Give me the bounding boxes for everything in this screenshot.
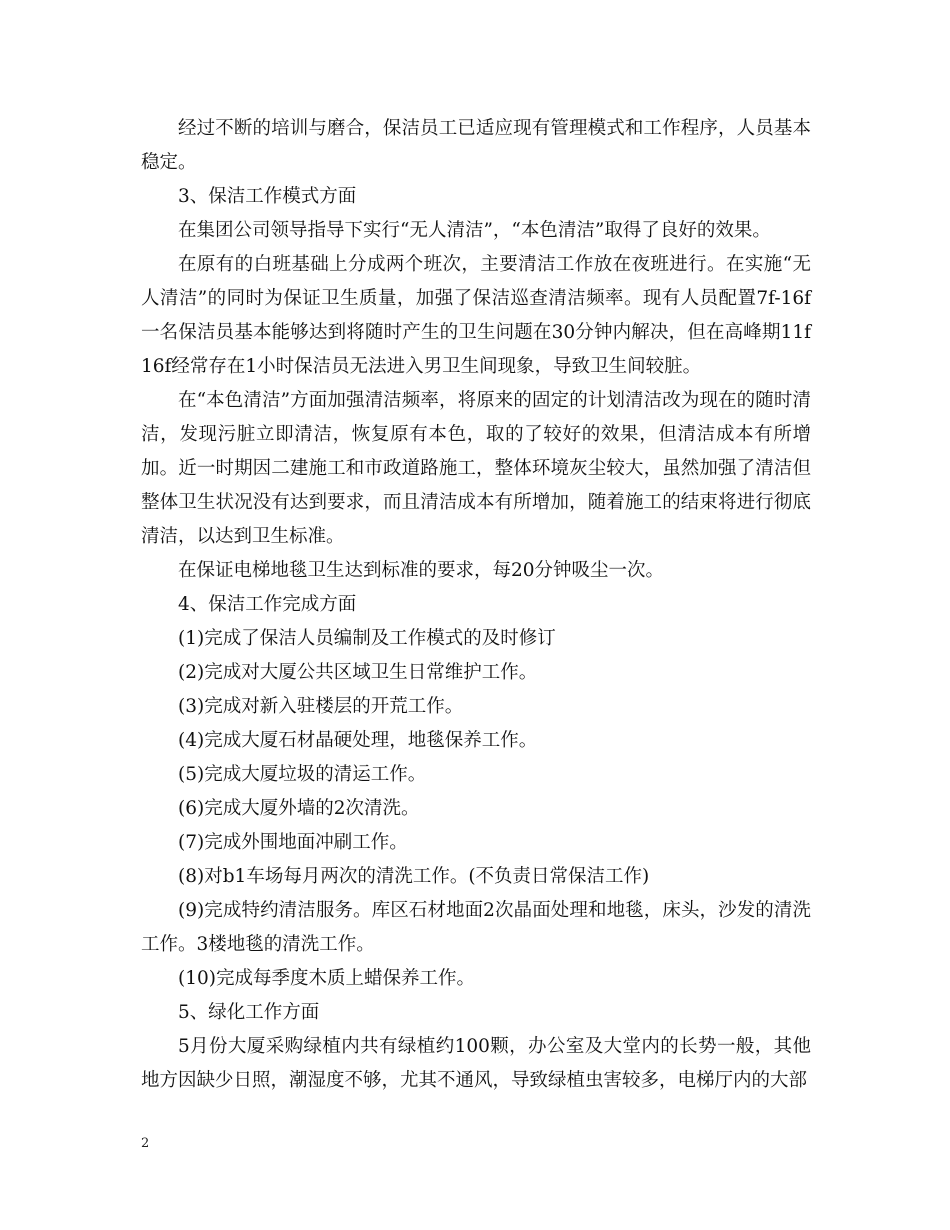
heading-cleaning-mode: 3、保洁工作模式方面 [178, 186, 357, 207]
heading-greening: 5、绿化工作方面 [178, 1002, 320, 1023]
document-body [141, 112, 811, 1098]
paragraph-natural-clean: 在“本色清洁”方面加强清洁频率，将原来的固定的计划清洁改为现在的随时清洁，发现污脏立即清洁，恢复原有本色，取的了较好的效果，但清洁成本有所增加。近一时期因二建施工和市政道路施工，整体环境灰尘较大，虽然加强了清洁但整体卫生状况没有达到要求，而且清洁成本有所增加，随着施工的结束将进行彻底清洁，以达到卫生标准。 [141, 390, 811, 547]
page-number: 2 [141, 1136, 150, 1151]
paragraph-elevator-carpet: 在保证电梯地毯卫生达到标准的要求，每20分钟吸尘一次。 [178, 560, 665, 581]
list-item: (4)完成大厦石材晶硬处理，地毯保养工作。 [178, 730, 538, 751]
list-item: (1)完成了保洁人员编制及工作模式的及时修订 [178, 628, 556, 649]
list-item: (3)完成对新入驻楼层的开荒工作。 [178, 696, 464, 717]
list-item: (5)完成大厦垃圾的清运工作。 [178, 764, 427, 785]
paragraph-guidance: 在集团公司领导指导下实行“无人清洁”，“本色清洁”取得了良好的效果。 [178, 220, 771, 241]
list-item: (8)对b1车场每月两次的清洗工作。(不负责日常保洁工作) [178, 866, 650, 887]
paragraph-training: 经过不断的培训与磨合，保洁员工已适应现有管理模式和工作程序，人员基本稳定。 [141, 118, 811, 173]
list-item: (6)完成大厦外墙的2次清洗。 [178, 798, 420, 819]
list-item: (10)完成每季度木质上蜡保养工作。 [178, 968, 475, 989]
heading-work-completed: 4、保洁工作完成方面 [178, 594, 357, 615]
list-item: (7)完成外围地面冲刷工作。 [178, 832, 408, 853]
list-item: (9)完成特约清洁服务。库区石材地面2次晶面处理和地毯，床头，沙发的清洗工作。3楼地毯的清洗工作。 [141, 900, 811, 955]
list-item: (2)完成对大厦公共区域卫生日常维护工作。 [178, 662, 538, 683]
paragraph-plants: 5月份大厦采购绿植内共有绿植约100颗，办公室及大堂内的长势一般，其他地方因缺少日照，潮湿度不够，尤其不通风，导致绿植虫害较多，电梯厅内的大部 [141, 1036, 811, 1091]
paragraph-shifts: 在原有的白班基础上分成两个班次，主要清洁工作放在夜班进行。在实施“无人清洁”的同时为保证卫生质量，加强了保洁巡查清洁频率。现有人员配置7f-16f一名保洁员基本能够达到将随时产生的卫生问题在30分钟内解决，但在高峰期11f16f经常存在1小时保洁员无法进入男卫生间现象，导致卫生间较脏。 [141, 254, 811, 377]
